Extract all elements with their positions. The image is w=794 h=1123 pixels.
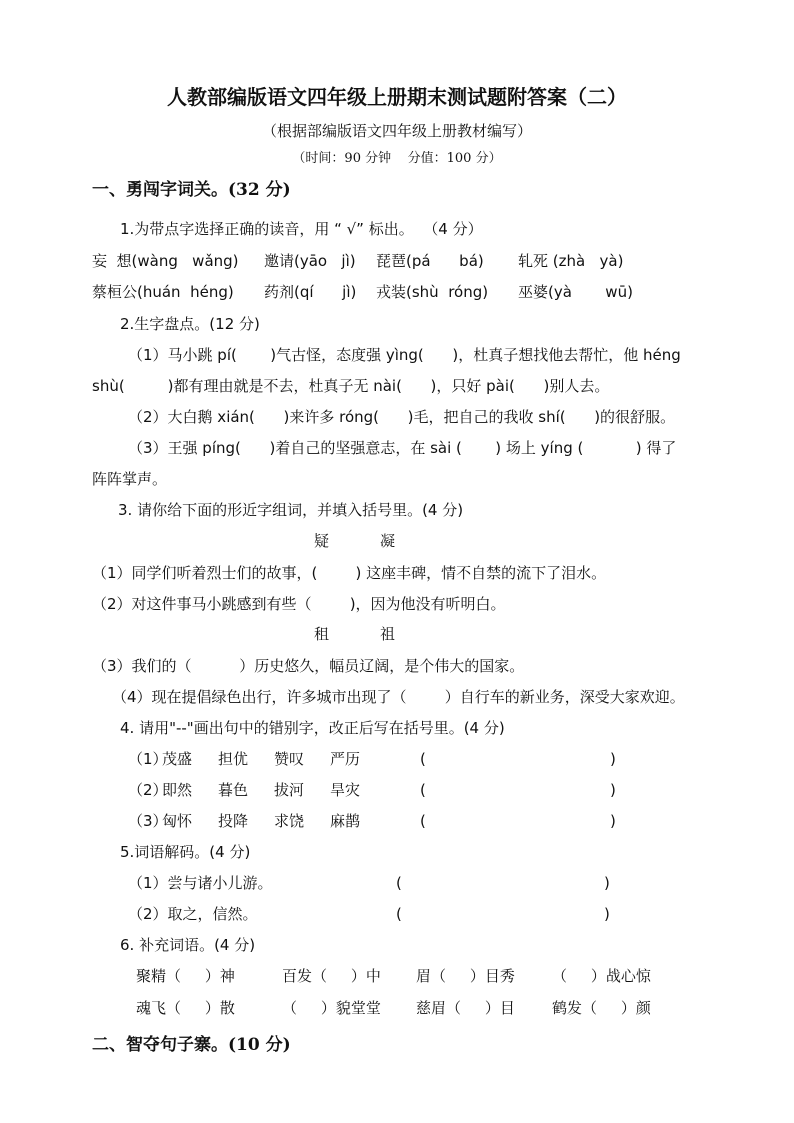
q6-idiom: 眉（ ）目秀 — [416, 967, 515, 985]
q1-item: 琵琶(pá bá) — [376, 252, 484, 270]
q3-char: 凝 — [380, 532, 396, 550]
q4-label: （3） — [128, 812, 168, 830]
q1-item: 妄 想(wàng wǎng) — [92, 252, 239, 270]
q3-sentence: （3）我们的（ ）历史悠久，幅员辽阔，是个伟大的国家。 — [92, 657, 525, 675]
q5-item: （1）尝与诸小儿游。 — [128, 874, 273, 892]
q1-item: 邀请(yāo jì) — [264, 252, 356, 270]
q5-close-paren: ) — [604, 874, 610, 892]
q1-item: 轧死 (zhà yà) — [518, 252, 624, 270]
q3-prompt: 3. 请你给下面的形近字组词，并填入括号里。(4 分) — [118, 501, 464, 519]
q4-close-paren: ) — [610, 750, 616, 768]
q4-word: 担优 — [218, 750, 249, 768]
q6-idiom: （ ）貌堂堂 — [282, 999, 381, 1017]
q2-line: （3）王强 píng( )着自己的坚强意志，在 sài ( ) 场上 yíng ( ) 得了 — [128, 439, 677, 457]
q1-item: 蔡桓公(huán héng) — [92, 283, 234, 301]
q4-word: 赞叹 — [274, 750, 305, 768]
q4-label: （2） — [128, 781, 168, 799]
section-2-heading: 二、智夺句子寨。(10 分) — [92, 1035, 291, 1055]
q4-word: 即然 — [162, 781, 193, 799]
q2-line: shù( )都有理由就是不去，杜真子无 nài( )，只好 pài( )别人去。 — [92, 377, 610, 395]
q5-open-paren: ( — [396, 905, 402, 923]
q3-char: 租 — [314, 625, 330, 643]
q4-close-paren: ) — [610, 781, 616, 799]
q6-prompt: 6. 补充词语。(4 分) — [120, 936, 256, 954]
q2-line: 阵阵掌声。 — [92, 470, 168, 488]
q6-idiom: 慈眉（ ）目 — [416, 999, 515, 1017]
q4-open-paren: ( — [420, 750, 426, 768]
q2-line: （2）大白鹅 xián( )来许多 róng( )毛，把自己的我收 shí( )的很舒服。 — [128, 408, 676, 426]
q4-word: 茂盛 — [162, 750, 193, 768]
q6-idiom: 聚精（ ）神 — [136, 967, 235, 985]
q4-label: （1） — [128, 750, 168, 768]
section-1-heading: 一、勇闯字词关。(32 分) — [92, 180, 291, 200]
exam-meta: （时间：90 分钟 分值：100 分） — [292, 151, 502, 166]
q4-word: 暮色 — [218, 781, 249, 799]
q4-open-paren: ( — [420, 812, 426, 830]
page-subtitle: （根据部编版语文四年级上册教材编写） — [261, 122, 532, 140]
q4-prompt: 4. 请用"--"画出句中的错别字，改正后写在括号里。(4 分) — [120, 719, 505, 737]
q4-word: 拔河 — [274, 781, 305, 799]
q4-word: 旱灾 — [330, 781, 361, 799]
q4-word: 麻鹊 — [330, 812, 361, 830]
q1-prompt: 1.为带点字选择正确的读音，用 “ √” 标出。 （4 分） — [120, 220, 483, 238]
q6-idiom: 鹤发（ ）颜 — [552, 999, 651, 1017]
page-title: 人教部编版语文四年级上册期末测试题附答案（二） — [167, 85, 627, 109]
q3-sentence: （1）同学们听着烈士们的故事，( ) 这座丰碑，情不自禁的流下了泪水。 — [92, 564, 607, 582]
q1-item: 药剂(qí jì) — [264, 283, 357, 301]
q1-item: 巫婆(yà wū) — [518, 283, 633, 301]
q2-prompt: 2.生字盘点。(12 分) — [120, 315, 260, 333]
q6-idiom: 魂飞（ ）散 — [136, 999, 235, 1017]
q6-idiom: （ ）战心惊 — [552, 967, 651, 985]
q4-close-paren: ) — [610, 812, 616, 830]
q4-word: 匈怀 — [162, 812, 193, 830]
q3-sentence: （2）对这件事马小跳感到有些（ )，因为他没有听明白。 — [92, 595, 506, 613]
q4-open-paren: ( — [420, 781, 426, 799]
q2-line: （1）马小跳 pí( )气古怪，态度强 yìng( )，杜真子想找他去帮忙，他 héng — [128, 346, 681, 364]
q4-word: 投降 — [218, 812, 249, 830]
q5-open-paren: ( — [396, 874, 402, 892]
q6-idiom: 百发（ ）中 — [282, 967, 381, 985]
q5-prompt: 5.词语解码。(4 分) — [120, 843, 251, 861]
q4-word: 求饶 — [274, 812, 305, 830]
q5-close-paren: ) — [604, 905, 610, 923]
q3-char: 祖 — [380, 625, 396, 643]
q4-word: 严历 — [330, 750, 361, 768]
q1-item: 戎装(shù róng) — [376, 283, 489, 301]
q3-sentence: （4）现在提倡绿色出行，许多城市出现了（ ）自行车的新业务，深受大家欢迎。 — [112, 688, 685, 706]
q5-item: （2）取之，信然。 — [128, 905, 258, 923]
q3-char: 疑 — [314, 532, 330, 550]
